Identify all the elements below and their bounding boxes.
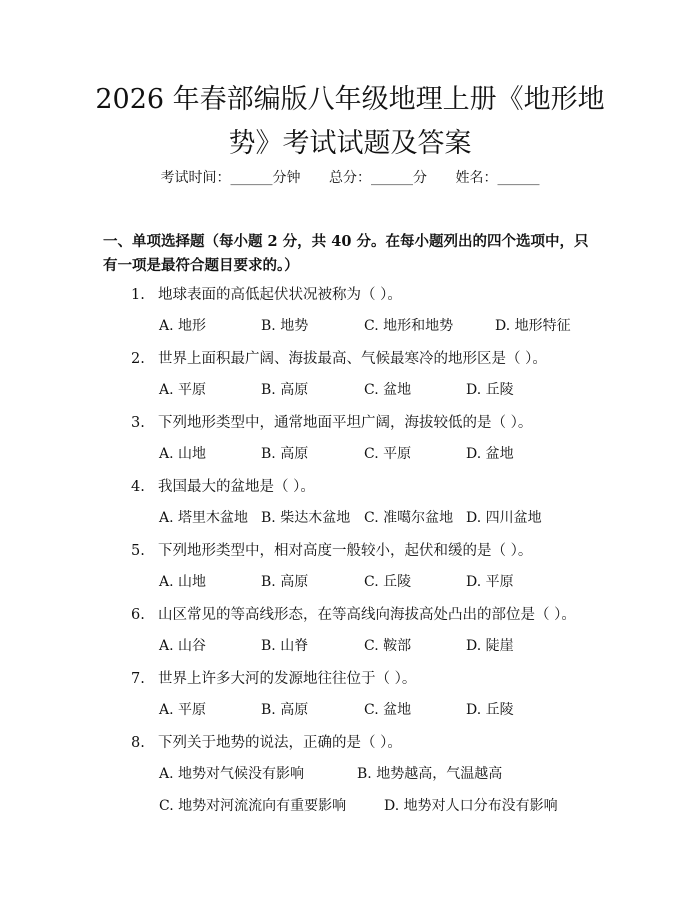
option-d: D. 丘陵 xyxy=(466,382,514,398)
option-c: C. 盆地 xyxy=(364,382,412,398)
option-c: C. 地势对河流流向有重要影响 xyxy=(159,798,347,814)
question-2 xyxy=(131,347,547,368)
question-text: 世界上面积最广阔、海拔最高、气候最寒冷的地形区是（ ）。 xyxy=(158,351,547,367)
option-a: A. 山地 xyxy=(159,446,207,462)
option-a: A. 地势对气候没有影响 xyxy=(159,766,305,782)
option-d: D. 地形特征 xyxy=(495,318,571,334)
option-b: B. 柴达木盆地 xyxy=(261,510,351,526)
option-b: B. 地势越高，气温越高 xyxy=(357,766,503,782)
exam-time-field: 考试时间：______分钟 xyxy=(160,170,301,186)
question-number: 8. xyxy=(131,735,145,751)
option-b: B. 高原 xyxy=(261,382,309,398)
question-number: 2. xyxy=(131,351,145,367)
option-d: D. 丘陵 xyxy=(466,702,514,718)
option-b: B. 高原 xyxy=(261,446,309,462)
question-number: 1. xyxy=(131,287,145,303)
option-c: C. 盆地 xyxy=(364,702,412,718)
option-b: B. 高原 xyxy=(261,702,309,718)
question-number: 5. xyxy=(131,543,145,559)
option-b: B. 高原 xyxy=(261,574,309,590)
question-6 xyxy=(131,603,576,624)
exam-title xyxy=(60,78,640,166)
option-c: C. 地形和地势 xyxy=(364,318,454,334)
option-d: D. 陡崖 xyxy=(466,638,514,654)
option-a: A. 地形 xyxy=(159,318,207,334)
question-number: 7. xyxy=(131,671,145,687)
question-text: 山区常见的等高线形态，在等高线向海拔高处凸出的部位是（ ）。 xyxy=(158,607,576,623)
option-c: C. 丘陵 xyxy=(364,574,412,590)
option-c: C. 准噶尔盆地 xyxy=(364,510,454,526)
option-d: D. 四川盆地 xyxy=(466,510,542,526)
option-c: C. 鞍部 xyxy=(364,638,412,654)
total-score-field: 总分：______分 xyxy=(329,170,427,186)
section-heading: 一、单项选择题（每小题 2 分，共 40 分。在每小题列出的四个选项中，只有一项是最符合题目要求的。） xyxy=(103,233,589,274)
question-text: 地球表面的高低起伏状况被称为（ ）。 xyxy=(158,287,402,303)
exam-title-line1: 2026 年春部编版八年级地理上册《地形地 xyxy=(95,84,605,115)
option-a: A. 塔里木盆地 xyxy=(159,510,249,526)
option-d: D. 地势对人口分布没有影响 xyxy=(384,798,558,814)
question-3 xyxy=(131,411,532,432)
option-d: D. 盆地 xyxy=(466,446,514,462)
option-a: A. 山地 xyxy=(159,574,207,590)
question-text: 下列地形类型中，通常地面平坦广阔，海拔较低的是（ ）。 xyxy=(158,415,533,431)
option-a: A. 平原 xyxy=(159,382,207,398)
question-8 xyxy=(131,731,402,752)
exam-meta xyxy=(0,167,700,187)
option-d: D. 平原 xyxy=(466,574,514,590)
question-number: 4. xyxy=(131,479,145,495)
question-1 xyxy=(131,283,402,304)
question-text: 我国最大的盆地是（ ）。 xyxy=(158,479,315,495)
option-a: A. 山谷 xyxy=(159,638,207,654)
option-b: B. 地势 xyxy=(261,318,309,334)
question-text: 世界上许多大河的发源地往往位于（ ）。 xyxy=(158,671,417,687)
question-4 xyxy=(131,475,315,496)
question-number: 6. xyxy=(131,607,145,623)
question-7 xyxy=(131,667,416,688)
student-name-field: 姓名：______ xyxy=(455,170,540,186)
exam-title-line2: 势》考试试题及答案 xyxy=(228,128,472,159)
option-b: B. 山脊 xyxy=(261,638,309,654)
question-5 xyxy=(131,539,532,560)
question-text: 下列地形类型中，相对高度一般较小，起伏和缓的是（ ）。 xyxy=(158,543,533,559)
question-text: 下列关于地势的说法，正确的是（ ）。 xyxy=(158,735,402,751)
option-a: A. 平原 xyxy=(159,702,207,718)
option-c: C. 平原 xyxy=(364,446,412,462)
question-number: 3. xyxy=(131,415,145,431)
